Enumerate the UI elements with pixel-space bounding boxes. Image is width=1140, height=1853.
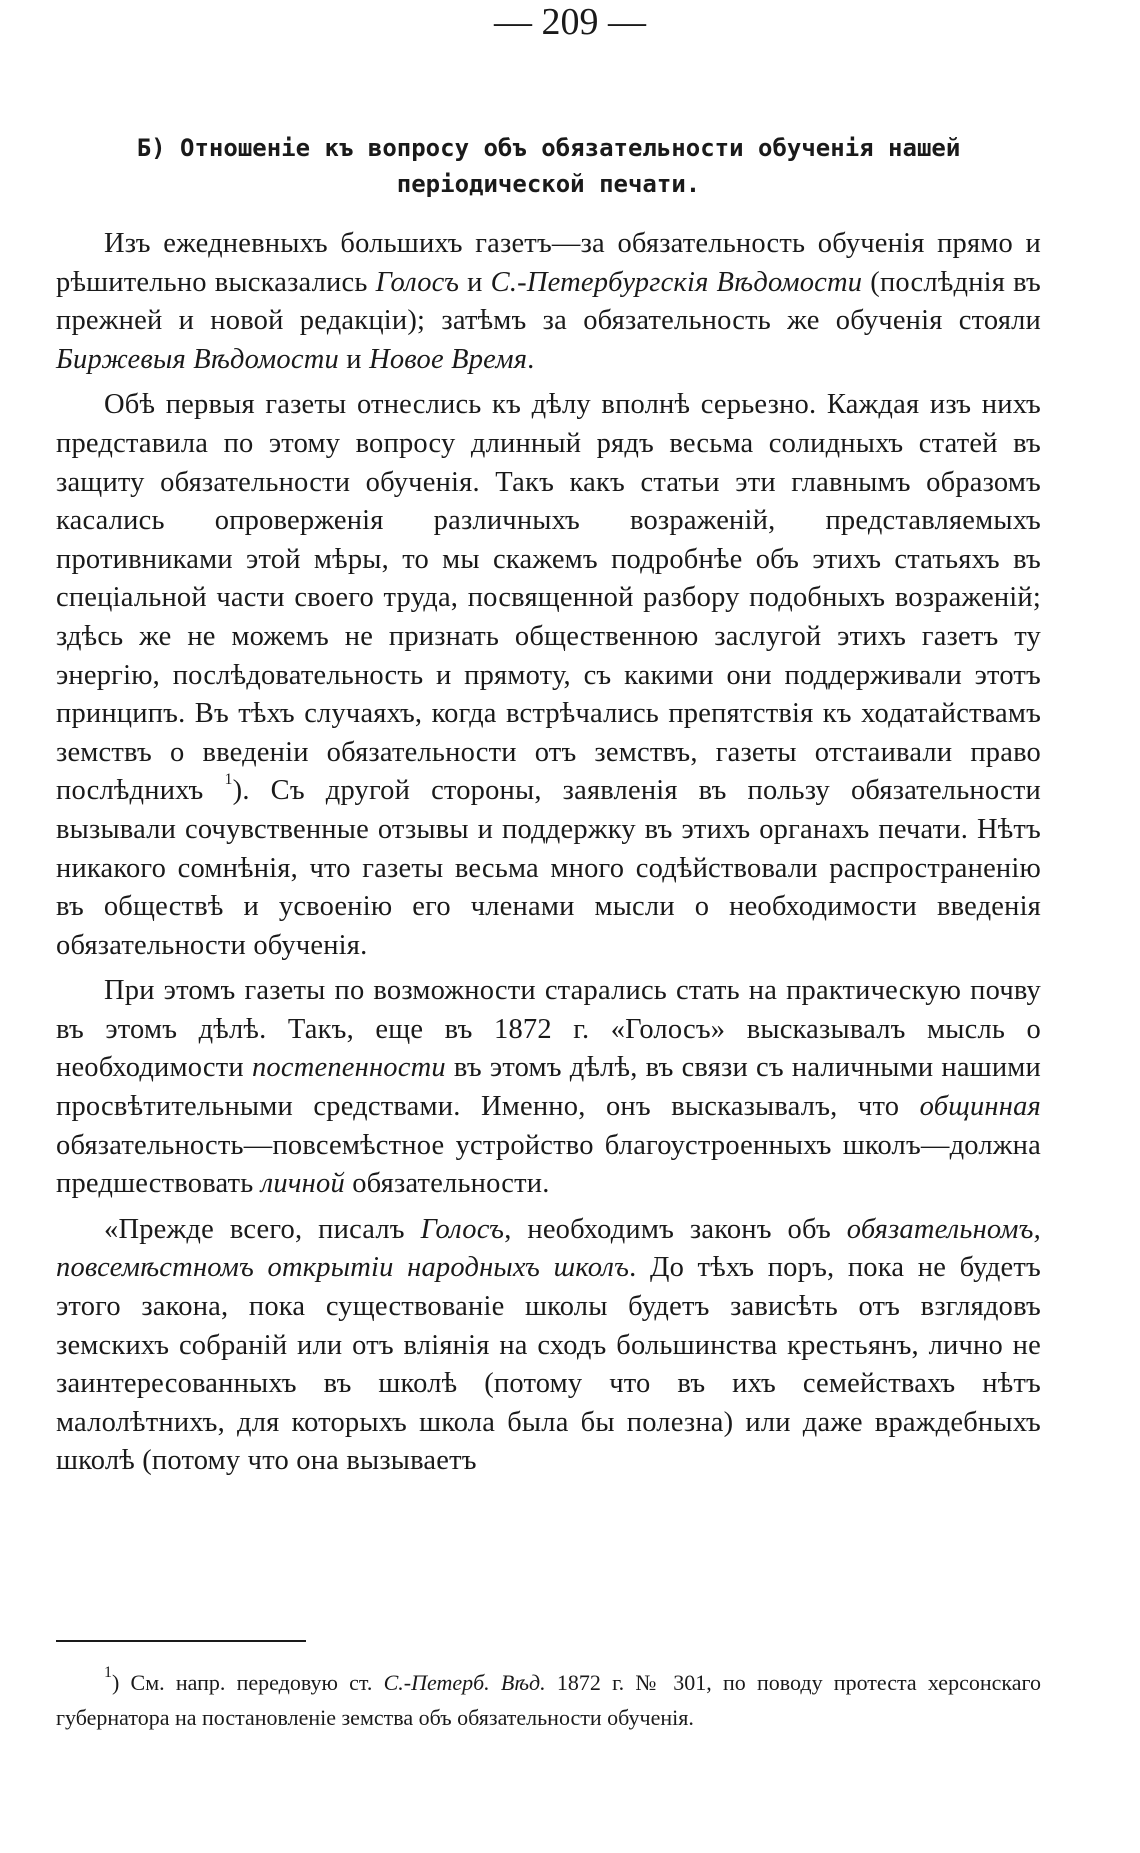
newspaper-title: Голосъ	[375, 266, 460, 298]
paragraph-3: При этомъ газеты по возможности старались стать на практическую почву въ этомъ дѣлѣ. Такъ, еще въ 1872 г. «Голосъ» высказывалъ мысль о необходимости постепенности въ этомъ дѣлѣ, въ связи съ наличными нашими просвѣтительными средствами. Именно, онъ высказывалъ, что общинная обязательность—повсемѣстное устройство благоустроенныхъ школъ—должна предшествовать личной обязательности.	[56, 975, 1041, 1200]
newspaper-title: С.-Петерб. Вѣд.	[383, 1670, 546, 1695]
paragraph-4: «Прежде всего, писалъ Голосъ, необходимъ законъ объ обязательномъ, повсемѣстномъ открытіи народныхъ школъ. До тѣхъ поръ, пока не будетъ этого закона, пока существованіе школы будетъ зависѣть отъ взглядовъ земскихъ собраній или отъ вліянія на сходъ большинства крестьянъ, лично не заинтересованныхъ въ школѣ (потому что въ ихъ семействахъ нѣтъ малолѣтнихъ, для которыхъ школа была бы полезна) или даже враждебныхъ школѣ (потому что она вызываетъ	[56, 1213, 1041, 1477]
footnote	[56, 1665, 1041, 1735]
emphasis: личной	[260, 1168, 345, 1200]
main-text	[56, 225, 1041, 1488]
newspaper-title: С.-Петербургскія Вѣдомости	[490, 266, 863, 298]
paragraph-2: Обѣ первыя газеты отнеслись къ дѣлу вполнѣ серьезно. Каждая изъ нихъ представила по этому вопросу длинный рядъ весьма солидныхъ статей въ защиту обязательности обученія. Такъ какъ статьи эти главнымъ образомъ касались опроверженія различныхъ возраженій, представляемыхъ противниками этой мѣры, то мы скажемъ подробнѣе объ этихъ статьяхъ въ спеціальной части своего труда, посвященной разбору подобныхъ возраженій; здѣсь же не можемъ не признать общественною заслугой этихъ газетъ ту энергію, послѣдовательность и прямоту, съ какими они поддерживали этотъ принципъ. Въ тѣхъ случаяхъ, когда встрѣчались препятствія къ ходатайствамъ земствъ о введеніи обязательности отъ земствъ, газеты отстаивали право послѣднихъ $^1$). Съ другой стороны, заявленія въ пользу обязательности вызывали сочувственные отзывы и поддержку въ этихъ органахъ печати. Нѣтъ никакого сомнѣнія, что газеты весьма много содѣйствовали распространенію въ обществѣ и усвоенію его членами мысли о необходимости введенія обязательности обученія.	[56, 389, 1041, 961]
footnote-mark: 1	[104, 1664, 112, 1681]
emphasis: общинная	[919, 1091, 1041, 1123]
paragraph-1: Изъ ежедневныхъ большихъ газетъ—за обязательность обученія прямо и рѣшительно высказались Голосъ и С.-Петербургскія Вѣдомости (послѣднія въ прежней и новой редакціи); затѣмъ за обязательность же обученія стояли Биржевыя Вѣдомости и Новое Время.	[56, 228, 1041, 375]
emphasis: постепенности	[251, 1052, 446, 1084]
newspaper-title: Голосъ	[420, 1213, 505, 1245]
newspaper-title: Новое Время	[369, 343, 528, 375]
newspaper-title: Биржевыя Вѣдомости	[56, 343, 339, 375]
footnote-divider	[56, 1640, 306, 1642]
section-heading: Б) Отношеніе къ вопросу объ обязательности обученія нашей періодической печати.	[136, 134, 961, 198]
emphasis: обязательномъ, повсемѣстномъ открытіи народныхъ школъ	[56, 1213, 1041, 1284]
page-number: — 209 —	[494, 1, 646, 43]
footnote-ref[interactable]: 1	[224, 771, 233, 789]
footnote-text: $^1$) См. напр. передовую ст. С.-Петерб. Вѣд. 1872 г. № 301, по поводу протеста херсонскаго губернатора на постановленіе земства объ обязательности обученія.	[56, 1664, 1041, 1730]
